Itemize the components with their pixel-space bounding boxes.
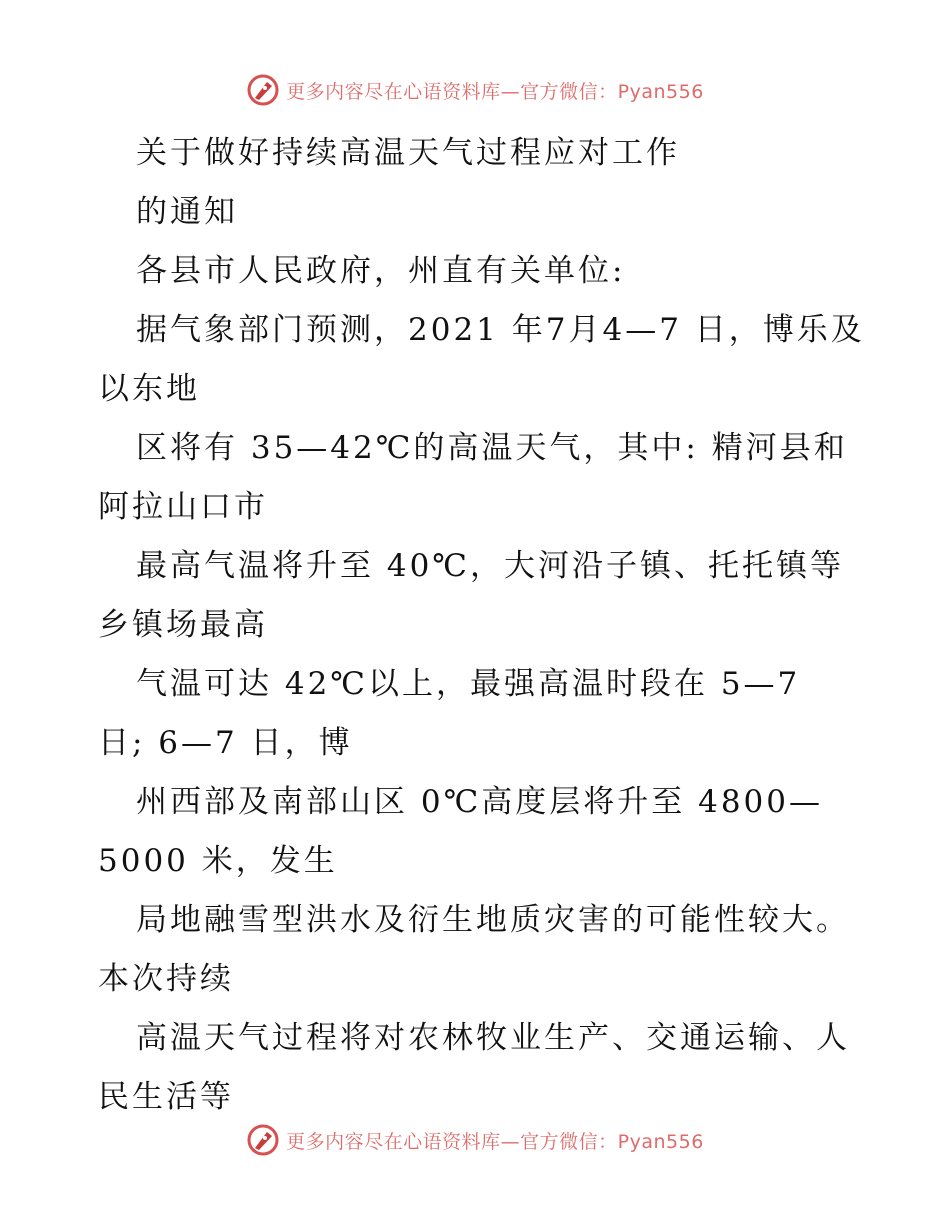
body-line: 乡镇场最高 <box>98 607 268 643</box>
body-line: 州西部及南部山区 0℃高度层将升至 4800— <box>136 784 824 820</box>
watermark-text: 更多内容尽在心语资料库—官方微信：Pyan556 <box>286 1130 704 1153</box>
body-line: 区将有 35—42℃的高温天气，其中: 精河县和 <box>136 430 848 466</box>
header-watermark-banner <box>0 68 950 112</box>
body-line: 以东地 <box>98 371 200 407</box>
body-line: 阿拉山口市 <box>98 489 268 525</box>
document-body <box>98 124 898 1127</box>
body-line: 最高气温将升至 40℃，大河沿子镇、托托镇等 <box>136 548 844 584</box>
body-line: 日; 6—7 日，博 <box>98 725 353 761</box>
body-line: 局地融雪型洪水及衍生地质灾害的可能性较大。 <box>136 902 850 938</box>
footer-watermark-banner <box>0 1118 950 1162</box>
pen-nib-circle-icon <box>246 1123 280 1157</box>
body-line: 民生活等 <box>98 1079 234 1115</box>
body-line: 高温天气过程将对农林牧业生产、交通运输、人 <box>136 1020 850 1056</box>
body-line: 气温可达 42℃以上，最强高温时段在 5—7 <box>136 666 801 702</box>
body-line: 5000 米，发生 <box>98 843 338 879</box>
title-line-2: 的通知 <box>136 194 238 230</box>
body-line: 本次持续 <box>98 961 234 997</box>
watermark-text: 更多内容尽在心语资料库—官方微信：Pyan556 <box>286 80 704 103</box>
salutation-line: 各县市人民政府，州直有关单位: <box>136 253 626 289</box>
title-line-1: 关于做好持续高温天气过程应对工作 <box>136 135 680 171</box>
body-line: 据气象部门预测，2021 年7月4—7 日，博乐及 <box>136 312 865 348</box>
pen-nib-circle-icon <box>246 73 280 107</box>
